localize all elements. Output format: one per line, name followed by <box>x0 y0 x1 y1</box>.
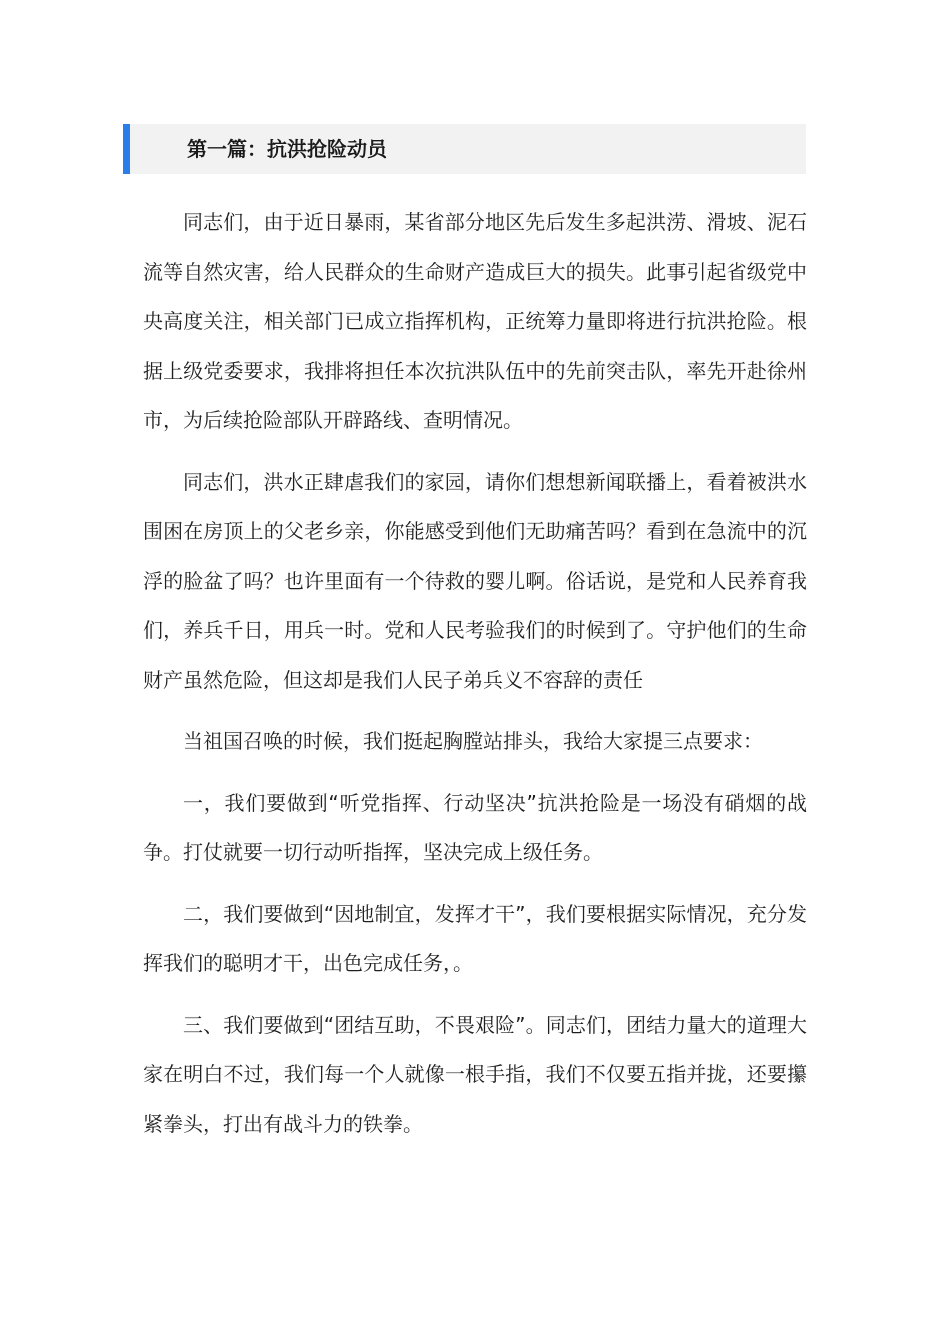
section-heading <box>123 124 806 174</box>
document-body <box>143 198 807 1161</box>
paragraph: 一，我们要做到“听党指挥、行动坚决”抗洪抢险是一场没有硝烟的战争。打仗就要一切行动听指挥，坚决完成上级任务。 <box>143 790 807 864</box>
heading-accent-bar <box>123 124 130 174</box>
paragraph: 当祖国召唤的时候，我们挺起胸膛站排头，我给大家提三点要求： <box>183 729 763 753</box>
paragraph: 同志们，由于近日暴雨，某省部分地区先后发生多起洪涝、滑坡、泥石流等自然灾害，给人民群众的生命财产造成巨大的损失。此事引起省级党中央高度关注，相关部门已成立指挥机构，正统筹力量即将进行抗洪抢险。根据上级党委要求，我排将担任本次抗洪队伍中的先前突击队，率先开赴徐州市，为后续抢险部队开辟路线、查明情况。 <box>143 210 807 432</box>
paragraph: 三、我们要做到“团结互助，不畏艰险”。同志们，团结力量大的道理大家在明白不过，我们每一个人就像一根手指，我们不仅要五指并拢，还要攥紧拳头，打出有战斗力的铁拳。 <box>143 1012 807 1136</box>
paragraph: 同志们，洪水正肆虐我们的家园，请你们想想新闻联播上，看着被洪水围困在房顶上的父老乡亲，你能感受到他们无助痛苦吗？看到在急流中的沉浮的脸盆了吗？也许里面有一个待救的婴儿啊。俗话说，是党和人民养育我们，养兵千日，用兵一时。党和人民考验我们的时候到了。守护他们的生命财产虽然危险，但这却是我们人民子弟兵义不容辞的责任 <box>143 469 807 692</box>
paragraph: 二，我们要做到“因地制宜，发挥才干”，我们要根据实际情况，充分发挥我们的聪明才干，出色完成任务，。 <box>143 901 807 975</box>
page-title: 第一篇：抗洪抢险动员 <box>187 137 387 161</box>
